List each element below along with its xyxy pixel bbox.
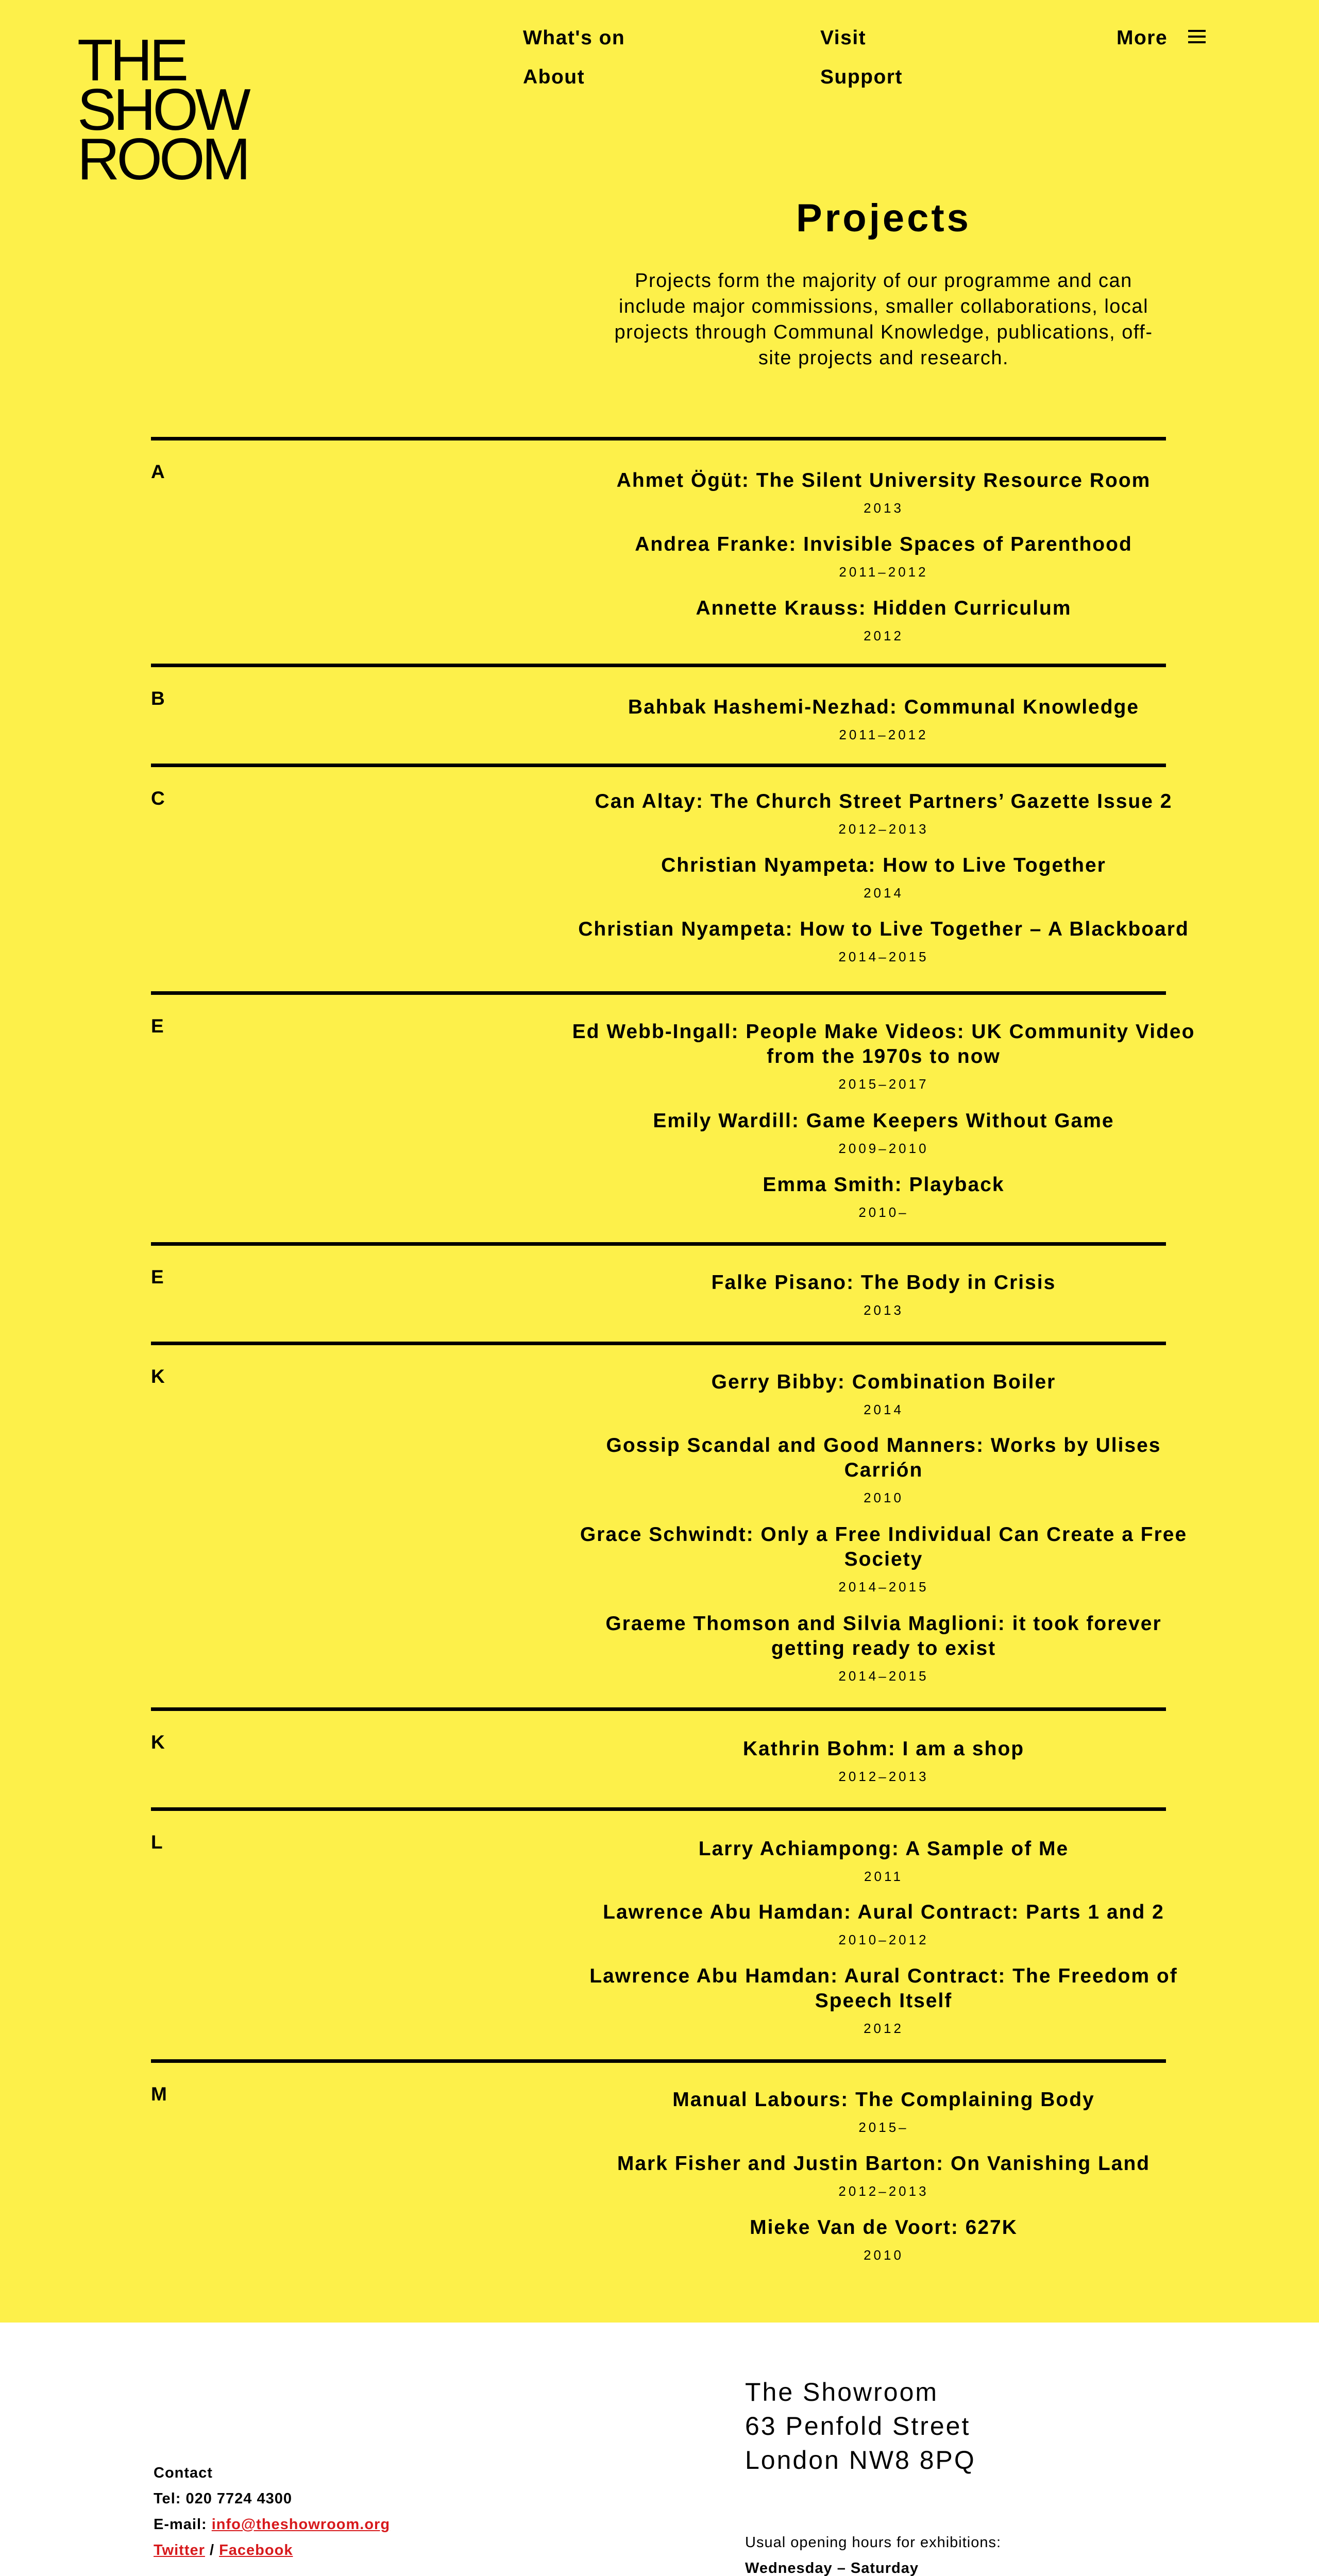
twitter-link[interactable]: Twitter [154, 2542, 205, 2558]
project-years: 2012–2013 [838, 1769, 929, 1784]
group-letter: M [151, 2083, 167, 2105]
group-letter: E [151, 1015, 164, 1037]
nav-whats-on[interactable]: What's on [523, 27, 625, 49]
project-item[interactable] [567, 1433, 1200, 1506]
project-item[interactable] [567, 789, 1200, 837]
group-letter: L [151, 1832, 163, 1853]
project-group [151, 991, 1195, 1220]
project-group [151, 1342, 1188, 1684]
project-item[interactable] [567, 1964, 1200, 2037]
project-item[interactable] [567, 1270, 1200, 1318]
project-group [151, 1242, 1166, 1318]
project-item[interactable] [567, 1900, 1200, 1948]
contact-email-row: E-mail: info@theshowroom.org [154, 2516, 391, 2533]
project-years: 2010– [858, 1205, 909, 1220]
project-title: Grace Schwindt: Only a Free Individual Can Create a Free Society [580, 1523, 1188, 1570]
project-title: Larry Achiampong: A Sample of Me [698, 1838, 1069, 1860]
project-title: Mieke Van de Voort: 627K [750, 2216, 1018, 2239]
project-group [151, 664, 1166, 742]
project-title: Christian Nyampeta: How to Live Together [661, 854, 1106, 876]
project-title: Gerry Bibby: Combination Boiler [711, 1371, 1056, 1393]
social-links: Twitter / Facebook [154, 2542, 293, 2558]
project-title: Lawrence Abu Hamdan: Aural Contract: Parts 1 and 2 [603, 1901, 1164, 1923]
project-item[interactable] [567, 1109, 1200, 1157]
nav-support[interactable]: Support [820, 66, 903, 88]
project-years: 2015– [858, 2120, 909, 2135]
project-title: Graeme Thomson and Silvia Maglioni: it took forever getting ready to exist [605, 1613, 1162, 1659]
page-intro: Projects form the majority of our programme and can include major commissions, smaller collaborations, local projects through Communal Knowledge, publications, off-site projects and research. [614, 270, 1153, 369]
address-block: The Showroom 63 Penfold Street London NW8 8PQ [745, 2378, 976, 2475]
project-years: 2013 [864, 500, 904, 516]
project-item[interactable] [567, 532, 1200, 580]
project-item[interactable] [567, 2215, 1200, 2263]
project-years: 2011–2012 [839, 727, 928, 742]
project-item[interactable] [567, 917, 1200, 965]
project-group [151, 437, 1166, 643]
site-logo[interactable]: THE SHOW ROOM [77, 28, 248, 192]
project-item[interactable] [567, 1370, 1200, 1418]
page-title: Projects [796, 196, 971, 240]
project-title: Annette Krauss: Hidden Curriculum [696, 597, 1072, 619]
project-title: Mark Fisher and Justin Barton: On Vanishing Land [617, 2153, 1151, 2175]
group-letter: E [151, 1266, 164, 1287]
contact-label: Contact [154, 2465, 213, 2481]
contact-phone: Tel: 020 7724 4300 [154, 2490, 292, 2507]
project-item[interactable] [567, 468, 1200, 516]
project-years: 2011 [864, 1869, 903, 1884]
project-group [151, 1807, 1178, 2036]
group-letter: A [151, 461, 165, 482]
opening-hours: Usual opening hours for exhibitions: Wednesday – Saturday [745, 2534, 1002, 2576]
project-title: Kathrin Bohm: I am a shop [742, 1738, 1025, 1760]
project-title: Gossip Scandal and Good Manners: Works by Ulises Carrión [606, 1434, 1161, 1481]
project-item[interactable] [567, 1020, 1200, 1092]
project-item[interactable] [567, 1737, 1200, 1785]
project-title: Ed Webb-Ingall: People Make Videos: UK Community Video from the 1970s to now [572, 1021, 1195, 1067]
project-title: Lawrence Abu Hamdan: Aural Contract: The Freedom of Speech Itself [589, 1965, 1178, 2012]
project-title: Can Altay: The Church Street Partners’ Gazette Issue 2 [595, 790, 1173, 812]
email-link[interactable]: info@theshowroom.org [211, 2516, 391, 2533]
project-group [151, 764, 1189, 964]
project-years: 2009–2010 [838, 1141, 929, 1156]
project-years: 2014–2015 [838, 1579, 929, 1595]
project-item[interactable] [567, 853, 1200, 901]
project-years: 2015–2017 [838, 1076, 929, 1092]
project-years: 2012 [864, 628, 904, 643]
project-item[interactable] [567, 1612, 1200, 1684]
facebook-link[interactable]: Facebook [219, 2542, 293, 2558]
project-title: Bahbak Hashemi-Nezhad: Communal Knowledge [628, 696, 1140, 718]
project-item[interactable] [567, 695, 1200, 743]
project-years: 2011–2012 [839, 564, 928, 580]
project-years: 2014 [864, 1402, 904, 1417]
project-years: 2014–2015 [838, 949, 929, 964]
project-years: 2010 [864, 1490, 904, 1505]
group-letter: C [151, 788, 165, 809]
project-years: 2014–2015 [838, 1668, 929, 1684]
project-title: Emma Smith: Playback [763, 1174, 1005, 1196]
project-item[interactable] [567, 1522, 1200, 1595]
project-years: 2014 [864, 885, 904, 901]
project-group [151, 1707, 1166, 1784]
project-item[interactable] [567, 596, 1200, 644]
project-years: 2010 [864, 2247, 904, 2263]
project-item[interactable] [567, 2151, 1200, 2199]
project-item[interactable] [567, 2088, 1200, 2136]
group-letter: K [151, 1732, 165, 1753]
project-group [151, 2059, 1166, 2263]
nav-visit[interactable]: Visit [820, 27, 867, 49]
nav-more[interactable]: More [1117, 27, 1168, 49]
project-years: 2012 [864, 2021, 904, 2036]
project-title: Christian Nyampeta: How to Live Together – A Blackboard [578, 918, 1189, 940]
project-title: Emily Wardill: Game Keepers Without Game [653, 1110, 1114, 1132]
contact-block [154, 2460, 390, 2563]
project-title: Falke Pisano: The Body in Crisis [711, 1272, 1056, 1294]
project-item[interactable] [567, 1173, 1200, 1221]
project-years: 2010–2012 [838, 1932, 929, 1947]
nav-about[interactable]: About [523, 66, 585, 88]
group-letter: B [151, 688, 165, 709]
group-letter: K [151, 1366, 165, 1387]
project-title: Andrea Franke: Invisible Spaces of Parenthood [635, 533, 1132, 555]
project-title: Ahmet Ögüt: The Silent University Resource Room [616, 469, 1151, 492]
project-years: 2012–2013 [838, 821, 929, 837]
project-years: 2013 [864, 1302, 904, 1318]
project-title: Manual Labours: The Complaining Body [672, 2089, 1095, 2111]
project-years: 2012–2013 [838, 2183, 929, 2199]
hamburger-menu-icon[interactable] [1188, 30, 1206, 43]
project-item[interactable] [567, 1837, 1200, 1885]
